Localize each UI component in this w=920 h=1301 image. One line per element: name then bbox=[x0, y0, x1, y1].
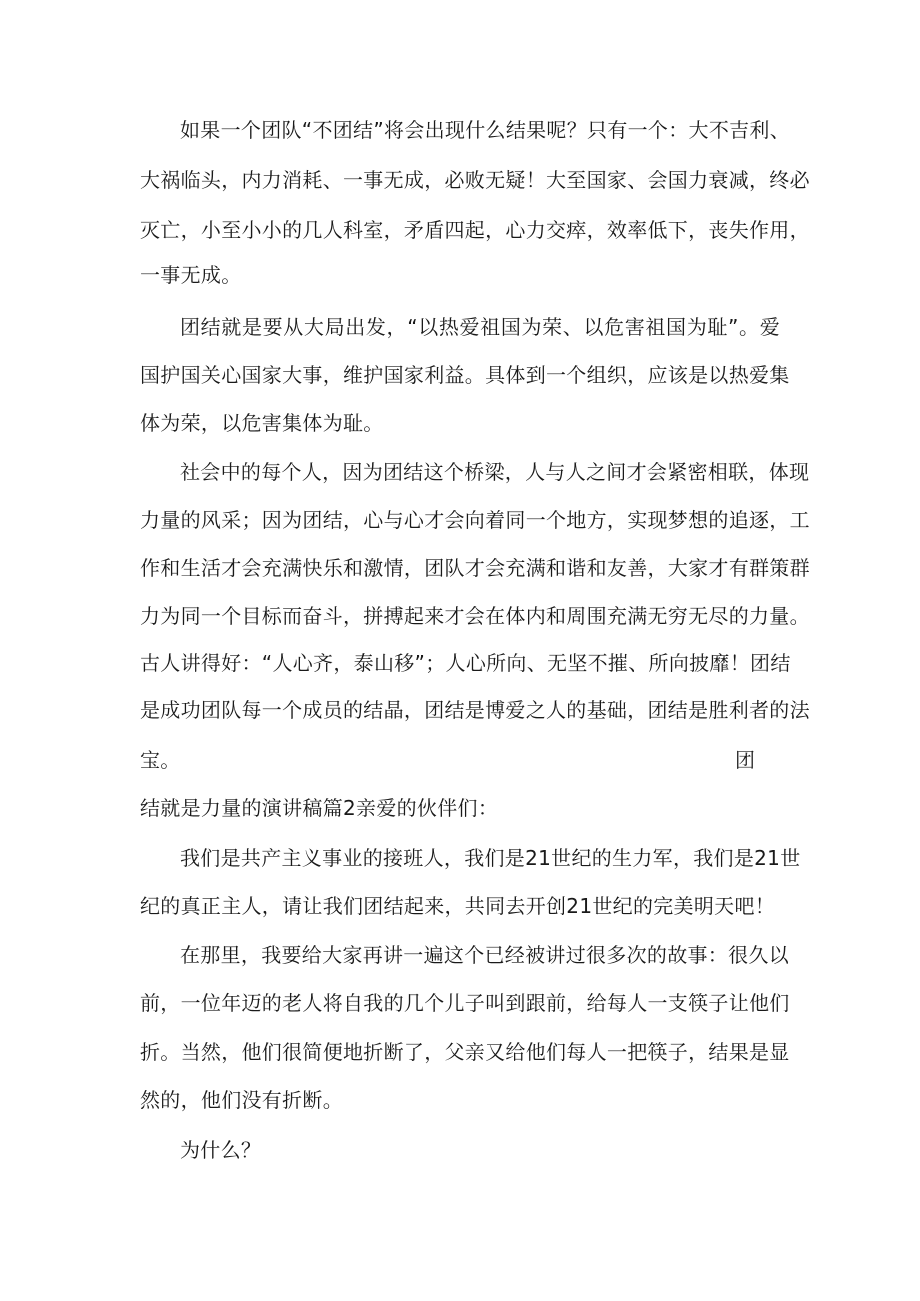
paragraph-2-line-1: 团结就是要从大局出发，“以热爱祖国为荣、以危害祖国为耻”。爱 bbox=[180, 315, 780, 339]
paragraph-3-line-6: 是成功团队每一个成员的结晶，团结是博爱之人的基础，团结是胜利者的法 bbox=[140, 698, 810, 722]
heading-fragment-start: 团 bbox=[735, 748, 755, 772]
paragraph-1-line-3: 灭亡，小至小小的几人科室，矛盾四起，心力交瘁，效率低下，丧失作用， bbox=[140, 218, 810, 242]
paragraph-5-line-1: 在那里，我要给大家再讲一遍这个已经被讲过很多次的故事：很久以 bbox=[180, 943, 789, 967]
paragraph-5-line-4: 然的，他们没有折断。 bbox=[140, 1088, 343, 1112]
paragraph-3-line-3: 作和生活才会充满快乐和激情，团队才会充满和谐和友善，大家才有群策群 bbox=[140, 556, 810, 580]
paragraph-3-line-4: 力为同一个目标而奋斗，拼搏起来才会在体内和周围充满无穷无尽的力量。 bbox=[140, 604, 810, 628]
paragraph-1-line-4: 一事无成。 bbox=[140, 263, 242, 287]
paragraph-4-line-2: 纪的真正主人，请让我们团结起来，共同去开创21世纪的完美明天吧！ bbox=[140, 894, 776, 918]
paragraph-3-line-2: 力量的风采；因为团结，心与心才会向着同一个地方，实现梦想的追逐，工 bbox=[140, 508, 810, 532]
paragraph-3-line-7: 宝。 bbox=[140, 748, 181, 772]
paragraph-2-line-2: 国护国关心国家大事，维护国家利益。具体到一个组织，应该是以热爱集 bbox=[140, 363, 790, 387]
paragraph-1-line-1: 如果一个团队“不团结”将会出现什么结果呢？只有一个：大不吉利、 bbox=[180, 118, 791, 142]
paragraph-6-line-1: 为什么？ bbox=[180, 1138, 262, 1162]
paragraph-5-line-3: 折。当然，他们很简便地折断了，父亲又给他们每人一把筷子，结果是显 bbox=[140, 1040, 790, 1064]
section-heading: 结就是力量的演讲稿篇2亲爱的伙伴们： bbox=[140, 796, 499, 820]
paragraph-3-line-5: 古人讲得好：“人心齐，泰山移”；人心所向、无坚不摧、所向披靡！团结 bbox=[140, 651, 791, 675]
paragraph-4-line-1: 我们是共产主义事业的接班人，我们是21世纪的生力军，我们是21世 bbox=[180, 846, 801, 870]
paragraph-1-line-2: 大祸临头，内力消耗、一事无成，必败无疑！大至国家、会国力衰减，终必 bbox=[140, 168, 810, 192]
paragraph-5-line-2: 前，一位年迈的老人将自我的几个儿子叫到跟前，给每人一支筷子让他们 bbox=[140, 991, 790, 1015]
paragraph-2-line-3: 体为荣，以危害集体为耻。 bbox=[140, 411, 384, 435]
paragraph-3-line-1: 社会中的每个人，因为团结这个桥梁，人与人之间才会紧密相联，体现 bbox=[180, 460, 810, 484]
